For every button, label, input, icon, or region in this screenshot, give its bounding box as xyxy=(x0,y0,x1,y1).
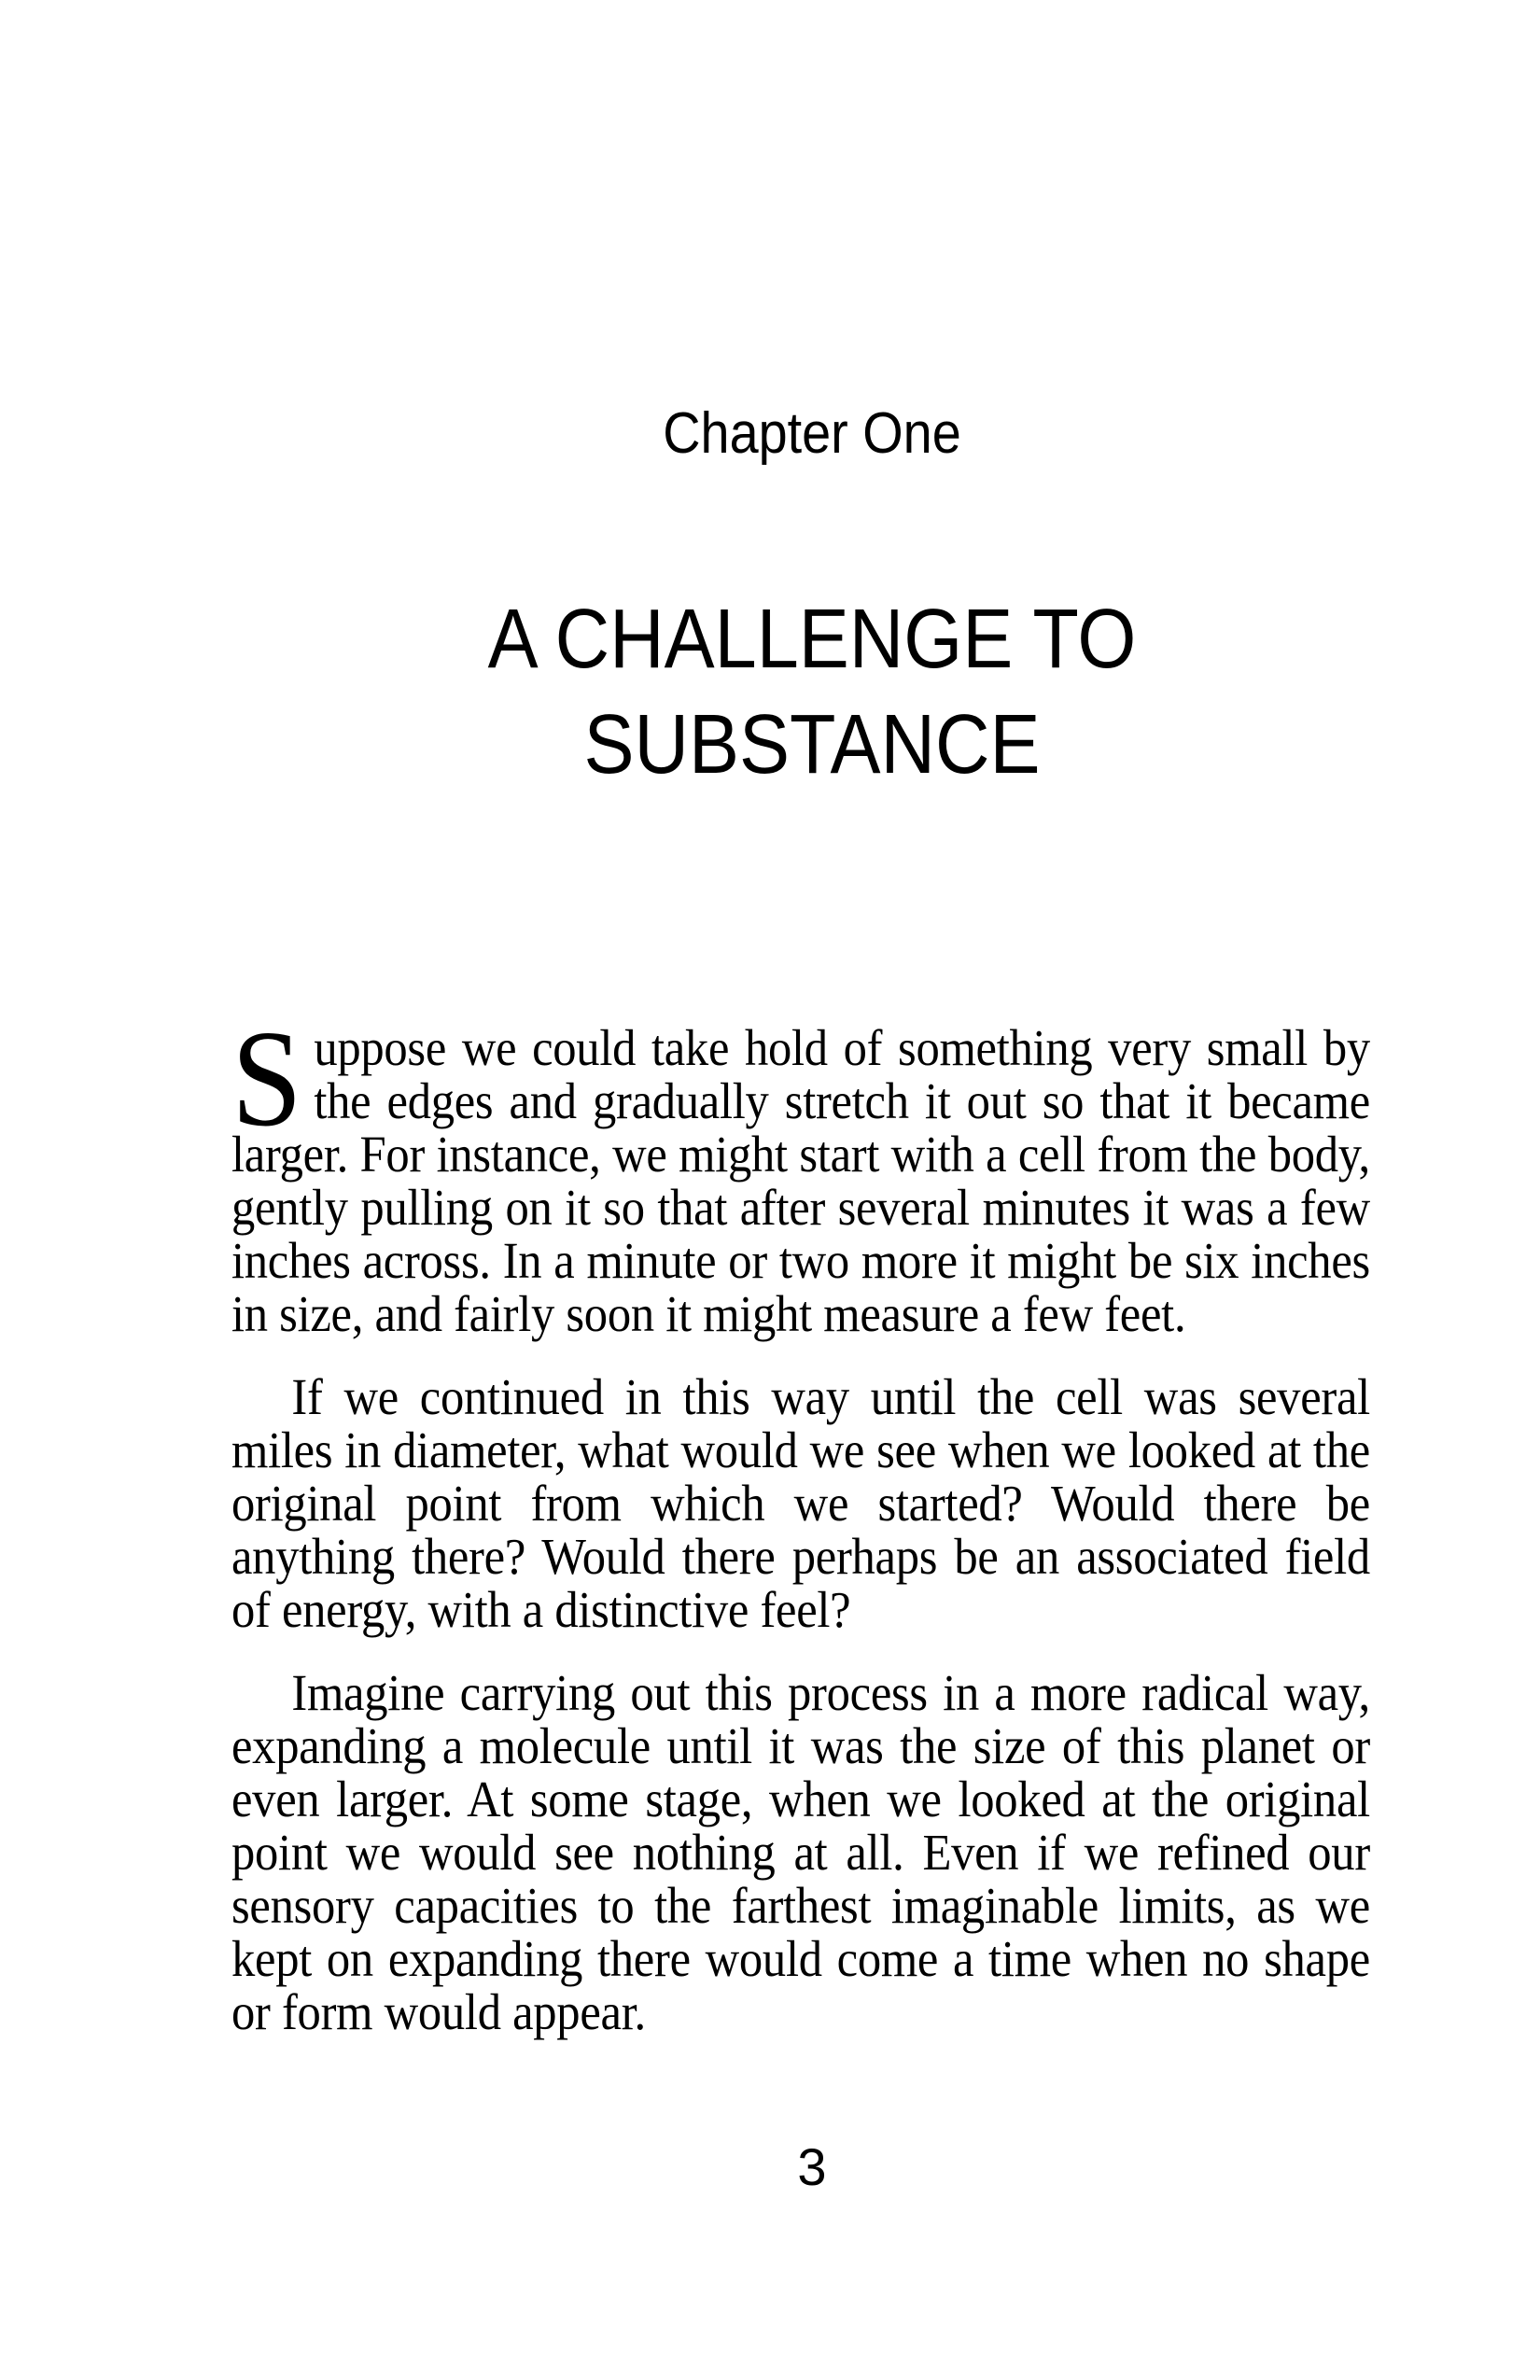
chapter-heading: Chapter One xyxy=(663,401,961,466)
dropcap-letter: S xyxy=(231,1002,302,1155)
paragraph-1-text: uppose we could take hold of something very small by the edges and gradually stretch it out so that it became larger. For instance, we might start with a cell from the body, gently pulling on it so that after several minutes it was a few inches across. In a minute or two more it might be six inches in size, and fairly soon it might measure a few feet. xyxy=(231,1019,1370,1342)
paragraph-3: Imagine carrying out this process in a more radical way, expanding a molecule until it was the size of this planet or even larger. At some stage, when we looked at the original point we would see nothing at all. Even if we refined our sensory capacities to the farthest imaginable limits, as we kept on expanding there would come a time when no shape or form would appear. xyxy=(231,1664,1370,2040)
paragraph-1 xyxy=(231,1002,1370,1342)
body-text xyxy=(231,1002,1370,2040)
chapter-title xyxy=(300,587,1324,798)
chapter-title-line2: SUBSTANCE xyxy=(583,698,1041,791)
paragraph-2: If we continued in this way until the cell was several miles in diameter, what would we see when we looked at the original point from which we started? Would there be anything there? Would there perhaps be an associated field of energy, with a distinctive feel? xyxy=(231,1368,1370,1638)
page-number: 3 xyxy=(797,2137,827,2196)
chapter-title-line1: A CHALLENGE TO xyxy=(487,593,1137,686)
